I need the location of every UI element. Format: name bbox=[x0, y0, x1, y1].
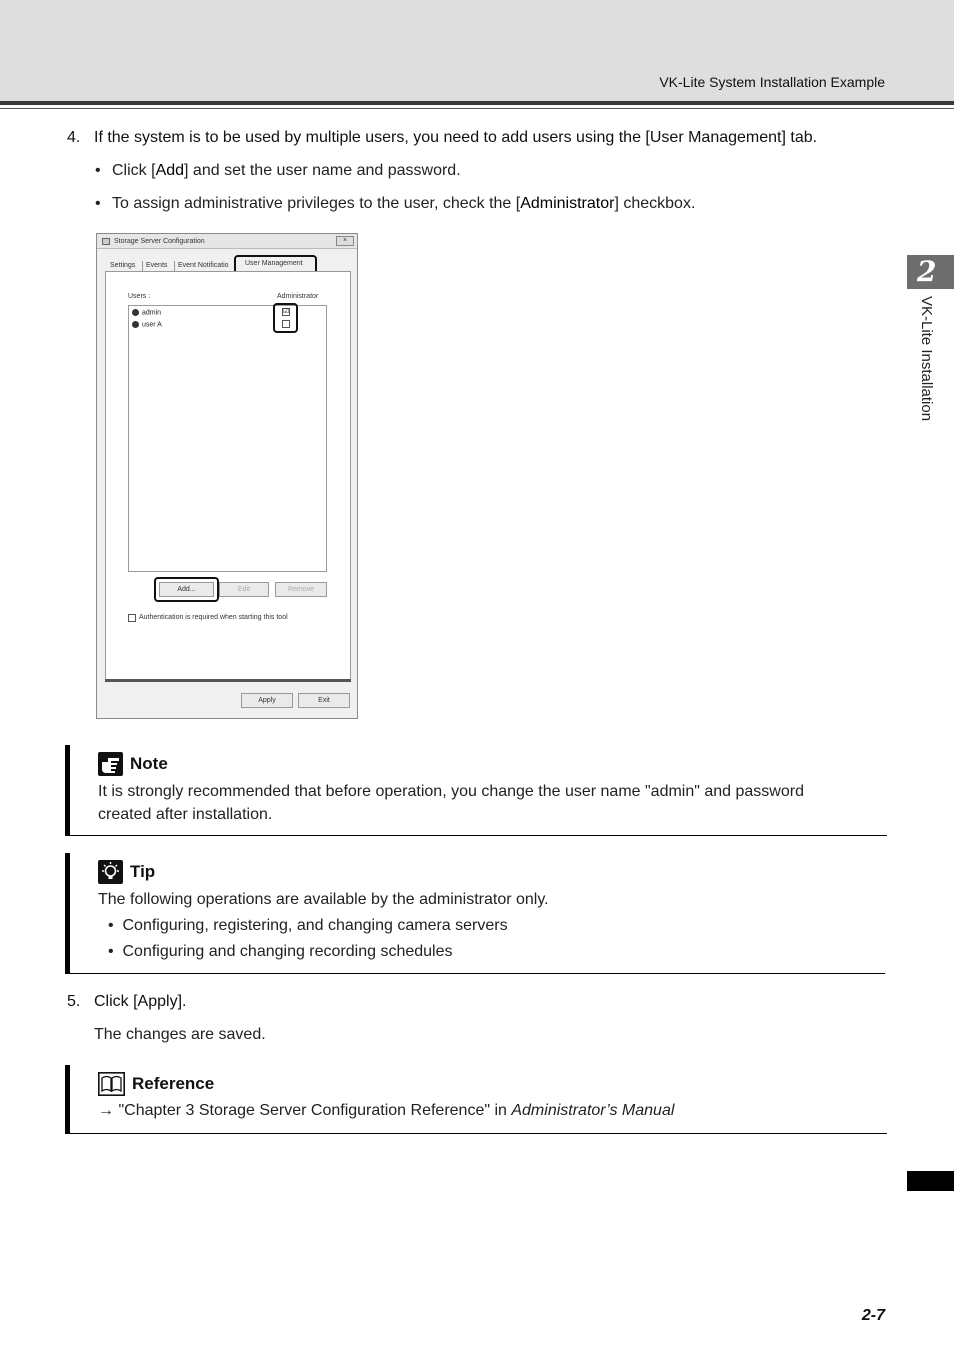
app-icon bbox=[102, 238, 110, 245]
step-number: 4. bbox=[67, 129, 81, 146]
exit-button[interactable]: Exit bbox=[298, 693, 350, 708]
side-marker-block bbox=[907, 1171, 954, 1191]
close-button[interactable]: × bbox=[336, 236, 354, 246]
manual-title: Administrator’s Manual bbox=[511, 1102, 675, 1119]
arrow-icon: → bbox=[98, 1102, 114, 1119]
note-line-1: It is strongly recommended that before operation, you change the user name "admin" and password bbox=[98, 783, 804, 800]
chapter-number: 2 bbox=[917, 255, 937, 288]
users-label: Users : bbox=[128, 293, 151, 300]
admin-checkbox-admin[interactable]: ☑ bbox=[283, 308, 290, 315]
apply-button[interactable]: Apply bbox=[241, 693, 293, 708]
book-icon bbox=[98, 1072, 125, 1096]
tab-event-notification[interactable]: Event Notificatio bbox=[178, 262, 229, 269]
step-text: Click [Apply]. bbox=[94, 993, 187, 1010]
tip-intro: The following operations are available by the administrator only. bbox=[98, 891, 549, 908]
chapter-label: VK-Lite Installation bbox=[918, 296, 935, 422]
tip-box bbox=[65, 853, 885, 974]
step-number: 5. bbox=[67, 993, 81, 1010]
tab-user-management[interactable]: User Management bbox=[245, 260, 303, 267]
reference-line: → "Chapter 3 Storage Server Configuration Reference" in Administrator’s Manual bbox=[98, 1102, 675, 1119]
tip-heading: Tip bbox=[130, 862, 156, 881]
administrator-label: Administrator bbox=[277, 293, 319, 300]
user-icon bbox=[132, 321, 139, 328]
user-icon bbox=[132, 309, 139, 316]
dialog-titlebar bbox=[97, 234, 357, 249]
pointing-hand-icon bbox=[98, 752, 123, 776]
auth-required-checkbox[interactable] bbox=[128, 614, 136, 622]
highlight-add-button bbox=[154, 577, 219, 602]
users-list[interactable] bbox=[128, 305, 327, 572]
tip-bullet-2: • Configuring and changing recording schedules bbox=[108, 943, 453, 960]
running-header: VK-Lite System Installation Example bbox=[659, 74, 885, 90]
auth-required-label: Authentication is required when starting this tool bbox=[139, 614, 288, 621]
add-button[interactable]: Add... bbox=[159, 582, 214, 597]
list-item[interactable]: user A bbox=[132, 321, 162, 331]
note-heading: Note bbox=[130, 754, 168, 773]
header-rule-thin bbox=[0, 108, 954, 109]
reference-heading: Reference bbox=[132, 1074, 215, 1093]
storage-server-config-dialog bbox=[96, 233, 358, 719]
tip-bullet-1: • Configuring, registering, and changing camera servers bbox=[108, 917, 508, 934]
note-line-2: created after installation. bbox=[98, 806, 273, 823]
highlight-administrator-checkbox bbox=[273, 303, 298, 333]
ui-term-add: Add bbox=[155, 162, 185, 179]
ui-term-administrator: Administrator bbox=[520, 195, 615, 212]
page-number: 2-7 bbox=[861, 1307, 885, 1324]
dialog-title: Storage Server Configuration bbox=[114, 238, 205, 245]
step-5-result: The changes are saved. bbox=[94, 1026, 266, 1043]
edit-button[interactable]: Edit bbox=[219, 582, 269, 597]
lightbulb-icon bbox=[98, 860, 123, 884]
step-4 bbox=[67, 129, 887, 149]
list-item[interactable]: admin bbox=[132, 309, 161, 319]
tab-settings[interactable]: Settings bbox=[110, 262, 136, 269]
step-5 bbox=[67, 993, 367, 1013]
reference-box bbox=[65, 1065, 887, 1134]
tab-events[interactable]: Events bbox=[146, 262, 168, 269]
header-rule-thick bbox=[0, 101, 954, 105]
step-text: If the system is to be used by multiple users, you need to add users using the [User Management] tab. bbox=[94, 129, 818, 146]
remove-button[interactable]: Remove bbox=[275, 582, 327, 597]
note-box bbox=[65, 745, 887, 836]
